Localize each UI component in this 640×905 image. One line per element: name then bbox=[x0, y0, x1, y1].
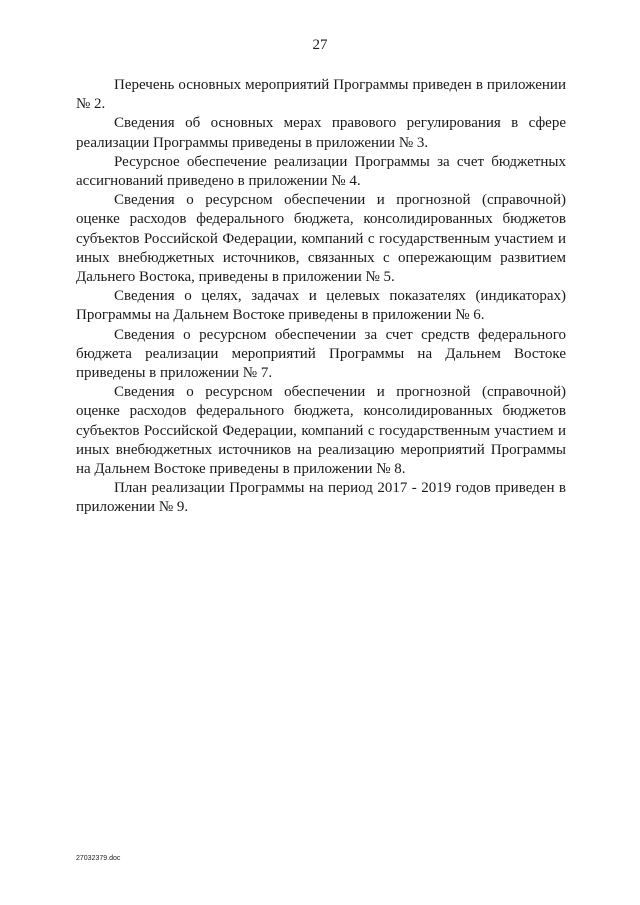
document-file-code: 27032379.doc bbox=[76, 855, 121, 862]
page-number: 27 bbox=[312, 37, 328, 53]
paragraph-appendix-2: Перечень основных мероприятий Программы приведен в приложении № 2. bbox=[76, 77, 566, 113]
paragraph-appendix-3: Сведения об основных мерах правового регулирования в сфере реализации Программы приведены в приложении № 3. bbox=[76, 115, 566, 151]
paragraph-appendix-6: Сведения о целях, задачах и целевых показателях (индикаторах) Программы на Дальнем Востоке приведены в приложении № 6. bbox=[76, 288, 566, 324]
paragraph-appendix-7: Сведения о ресурсном обеспечении за счет средств федерального бюджета реализации мероприятий Программы на Дальнем Востоке приведены в приложении № 7. bbox=[76, 326, 566, 382]
paragraph-appendix-9: План реализации Программы на период 2017 - 2019 годов приведен в приложении № 9. bbox=[76, 480, 566, 516]
paragraph-appendix-4: Ресурсное обеспечение реализации Программы за счет бюджетных ассигнований приведено в приложении № 4. bbox=[76, 153, 566, 190]
paragraph-appendix-5: Сведения о ресурсном обеспечении и прогнозной (справочной) оценке расходов федерального бюджета, консолидированных бюджетов субъектов Российской Федерации, компаний с государственным участием и иных внебюджетных источников, связанных с опережающим развитием Дальнего Востока, приведены в приложении № 5. bbox=[76, 192, 566, 286]
document-body bbox=[76, 76, 566, 518]
paragraph-appendix-8: Сведения о ресурсном обеспечении и прогнозной (справочной) оценке расходов федерального бюджета, консолидированных бюджетов субъектов Российской Федерации, компаний с государственным участием и иных внебюджетных источников на реализацию мероприятий Программы на Дальнем Востоке приведены в приложении № 8. bbox=[76, 384, 566, 478]
